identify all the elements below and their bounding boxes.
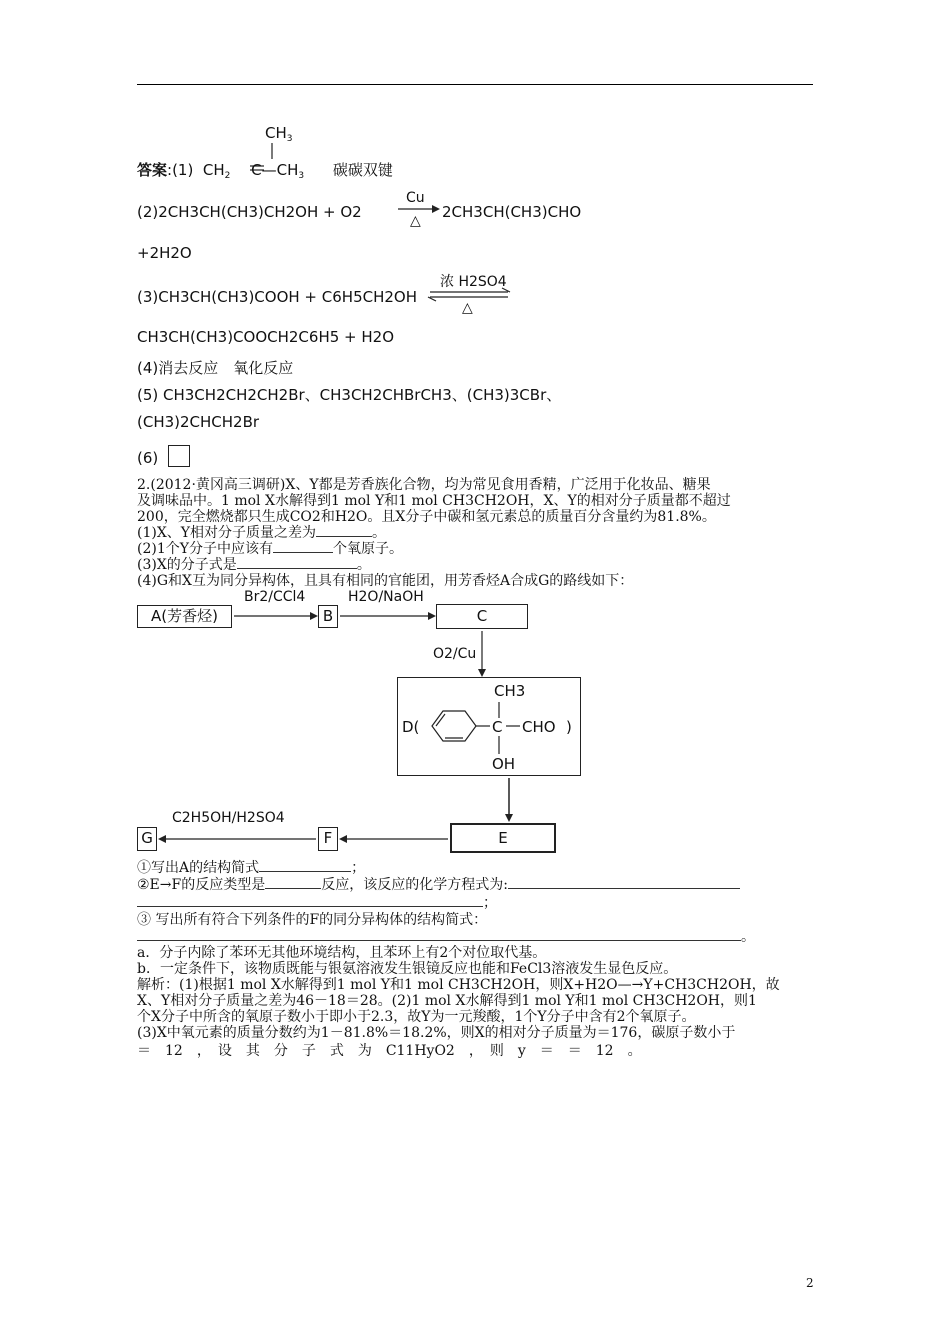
condition-b: b．一定条件下，该物质既能与银氨溶液发生银镜反应也能和FeCl3溶液发生显色反应。 [137, 961, 678, 977]
answer4: (4)消去反应 氧化反应 [137, 359, 294, 377]
scheme-box-a: A(芳香烃) [137, 605, 232, 628]
task2: ②E→F的反应类型是 反应，该反应的化学方程式为: [137, 874, 740, 894]
question-sub3: (3)X的分子式是 。 [137, 554, 371, 574]
answer3-catalyst: 浓 H2SO4 [440, 274, 507, 290]
scheme-d-oh: OH [492, 755, 516, 773]
question-sub4: (4)G和X互为同分异构体，且具有相同的官能团，用芳香烃A合成G的路线如下： [137, 573, 634, 589]
analysis-line3: 个X分子中所含的氧原子数小于即小于2.3，故Y为一元羧酸，1个Y分子中含有2个氧原子。 [137, 1009, 696, 1025]
answer2-water: +2H2O [137, 244, 192, 262]
scheme-d-carbon: C [492, 718, 503, 736]
question-line3: 200，完全燃烧都只生成CO2和H2O。且X分子中碳和氢元素总的质量百分含量约为81.8%。 [137, 509, 716, 525]
task3: ③ 写出所有符合下列条件的F的同分异构体的结构简式： [137, 912, 488, 928]
answer3-product: CH3CH(CH3)COOCH2C6H5 + H2O [137, 328, 395, 346]
scheme-d-prefix: D( [402, 718, 420, 736]
d-bonds [476, 702, 520, 754]
answer2-catalyst: Cu [406, 190, 425, 206]
answer2-product: 2CH3CH(CH3)CHO [442, 203, 582, 221]
task3-answer-line: 。 [137, 926, 755, 946]
answer1-group: 碳碳双键 [332, 161, 393, 179]
scheme-box-e: E [450, 823, 556, 853]
answer2-heat: △ [410, 213, 421, 229]
scheme-box-f: F [318, 827, 338, 851]
scheme-box-g: G [137, 827, 157, 851]
answer-label: 答案 [137, 161, 168, 179]
scheme-d-cho: CHO [522, 718, 556, 736]
analysis-line5: ＝ 12 ， 设 其 分 子 式 为 C11HyO2 ， 则 y ＝ ＝ 12 。 [137, 1043, 642, 1059]
question-line2: 及调味品中。1 mol X水解得到1 mol Y和1 mol CH3CH2OH，X、Y的相对分子质量都不超过 [137, 493, 731, 509]
answer6: (6) [137, 449, 159, 467]
answer1-line: 答案:(1) $CH_2$ $C—CH_3$ 碳碳双键 [137, 161, 393, 181]
scheme-box-c: C [436, 604, 528, 629]
answer1-branch-ch3: $CH_3$ [265, 124, 293, 144]
answer3-heat: △ [462, 300, 473, 316]
benzene-ring [432, 711, 476, 741]
scheme-reagent-fg: C2H5OH/H2SO4 [172, 810, 285, 826]
task2-continuation: ； [137, 892, 497, 912]
question-sub1: (1)X、Y相对分子质量之差为 。 [137, 522, 386, 542]
analysis-line1: 解析：(1)根据1 mol X水解得到1 mol Y和1 mol CH3CH2OH，则X+H2O—→Y+CH3CH2OH，故 [137, 977, 780, 993]
analysis-line4: (3)X中氧元素的质量分数约为1－81.8%＝18.2%，则X的相对分子质量为＝176，碳原子数小于 [137, 1025, 736, 1041]
scheme-reagent-bc: H2O/NaOH [348, 589, 424, 605]
question-line1: 2.(2012·黄冈高三调研)X、Y都是芳香族化合物，均为常见食用香精，广泛用于化妆品、糖果 [137, 477, 711, 493]
scheme-reagent-ab: Br2/CCl4 [244, 589, 306, 605]
answer5-line1: (5) CH3CH2CH2CH2Br、CH3CH2CHBrCH3、(CH3)3CBr、 [137, 386, 562, 404]
answer2-reactants: (2)2CH3CH(CH3)CH2OH + O2 [137, 203, 362, 221]
answer5-line2: (CH3)2CHCH2Br [137, 413, 260, 431]
page-number: 2 [806, 1276, 814, 1290]
answer3-reactants: (3)CH3CH(CH3)COOH + C6H5CH2OH [137, 288, 417, 306]
scheme-reagent-cd: O2/Cu [433, 646, 477, 662]
scheme-box-b: B [318, 605, 338, 628]
condition-a: a．分子内除了苯环无其他环境结构，且苯环上有2个对位取代基。 [137, 945, 547, 961]
question-sub2: (2)1个Y分子中应该有 个氧原子。 [137, 538, 403, 558]
task1: ①写出A的结构简式 ； [137, 857, 365, 877]
scheme-d-ch3: CH3 [494, 682, 526, 700]
analysis-line2: X、Y相对分子质量之差为46－18＝28。(2)1 mol X水解得到1 mol Y和1 mol CH3CH2OH，则1 [137, 993, 757, 1009]
scheme-d-suffix: ) [566, 718, 572, 736]
